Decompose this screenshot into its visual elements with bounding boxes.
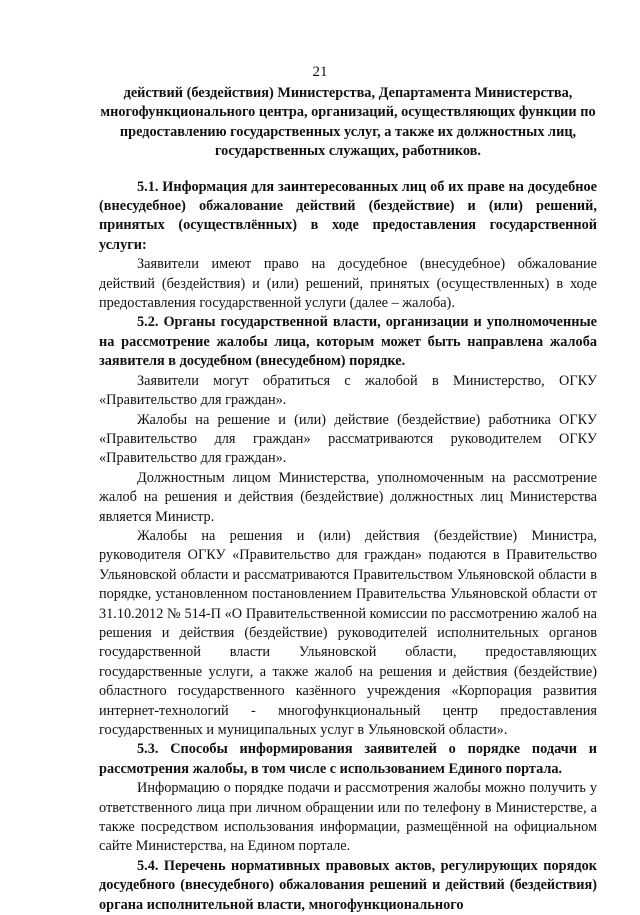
paragraph: Жалобы на решения и (или) действия (бездействие) Министра, руководителя ОГКУ «Правительство для граждан» подаются в Правительство Ульяновской области и рассматриваются Правительством Ульяновской области в порядке, установленном постановлением Правительства Ульяновской области от 31.10.2012 № 514-П «О Правительственной комиссии по рассмотрению жалоб на решения и действия (бездействие) руководителей исполнительных органов государственной власти Ульяновской области, предоставляющих государственные услуги, а также жалоб на решения и действия (бездействие) областного государственного казённого учреждения «Корпорация развития интернет-технологий - многофункциональный центр предоставления государственных и муниципальных услуг в Ульяновской области». xyxy=(99,527,597,738)
paragraph-5-2: 5.2. Органы государственной власти, организации и уполномоченные на рассмотрение жалобы лица, которым может быть направлена жалоба заявителя в досудебном (внесудебном) порядке. xyxy=(99,314,597,370)
section-heading: действий (бездействия) Министерства, Департамента Министерства, многофункционального центра, организаций, осуществляющих функции по предоставлению государственных услуг, а также их должностных лиц, государственных служащих, работников. xyxy=(100,85,596,160)
page-number: 21 xyxy=(312,64,328,80)
paragraph: Заявители могут обратиться с жалобой в Министерство, ОГКУ «Правительство для граждан». xyxy=(99,372,597,409)
paragraph: Должностным лицом Министерства, уполномоченным на рассмотрение жалоб на решения и действия (бездействие) должностных лиц Министерства является Министр. xyxy=(99,469,597,525)
paragraph: Жалобы на решение и (или) действие (бездействие) работника ОГКУ «Правительство для граждан» рассматриваются руководителем ОГКУ «Правительство для граждан». xyxy=(99,411,597,467)
paragraph-5-1: 5.1. Информация для заинтересованных лиц об их праве на досудебное (внесудебное) обжалование действий (бездействие) и (или) решений, принятых (осуществлённых) в ходе предоставления государственной услуги: xyxy=(99,178,597,253)
paragraph: Заявители имеют право на досудебное (внесудебное) обжалование действий (бездействия) и (или) решений, принятых (осуществленных) в ходе предоставления государственной услуги (далее – жалоба). xyxy=(99,256,597,312)
paragraph: Информацию о порядке подачи и рассмотрения жалобы можно получить у ответственного лица при личном обращении или по телефону в Министерстве, а также посредством использования информации, размещённой на официальном сайте Министерства, на Едином портале. xyxy=(99,780,597,855)
paragraph-5-3: 5.3. Способы информирования заявителей о порядке подачи и рассмотрения жалобы, в том числе с использованием Единого портала. xyxy=(99,741,597,777)
paragraph-5-4: 5.4. Перечень нормативных правовых актов, регулирующих порядок досудебного (внесудебного) обжалования решений и действий (бездействия) органа исполнительной власти, многофункционального xyxy=(99,857,597,913)
document-body xyxy=(99,84,597,915)
